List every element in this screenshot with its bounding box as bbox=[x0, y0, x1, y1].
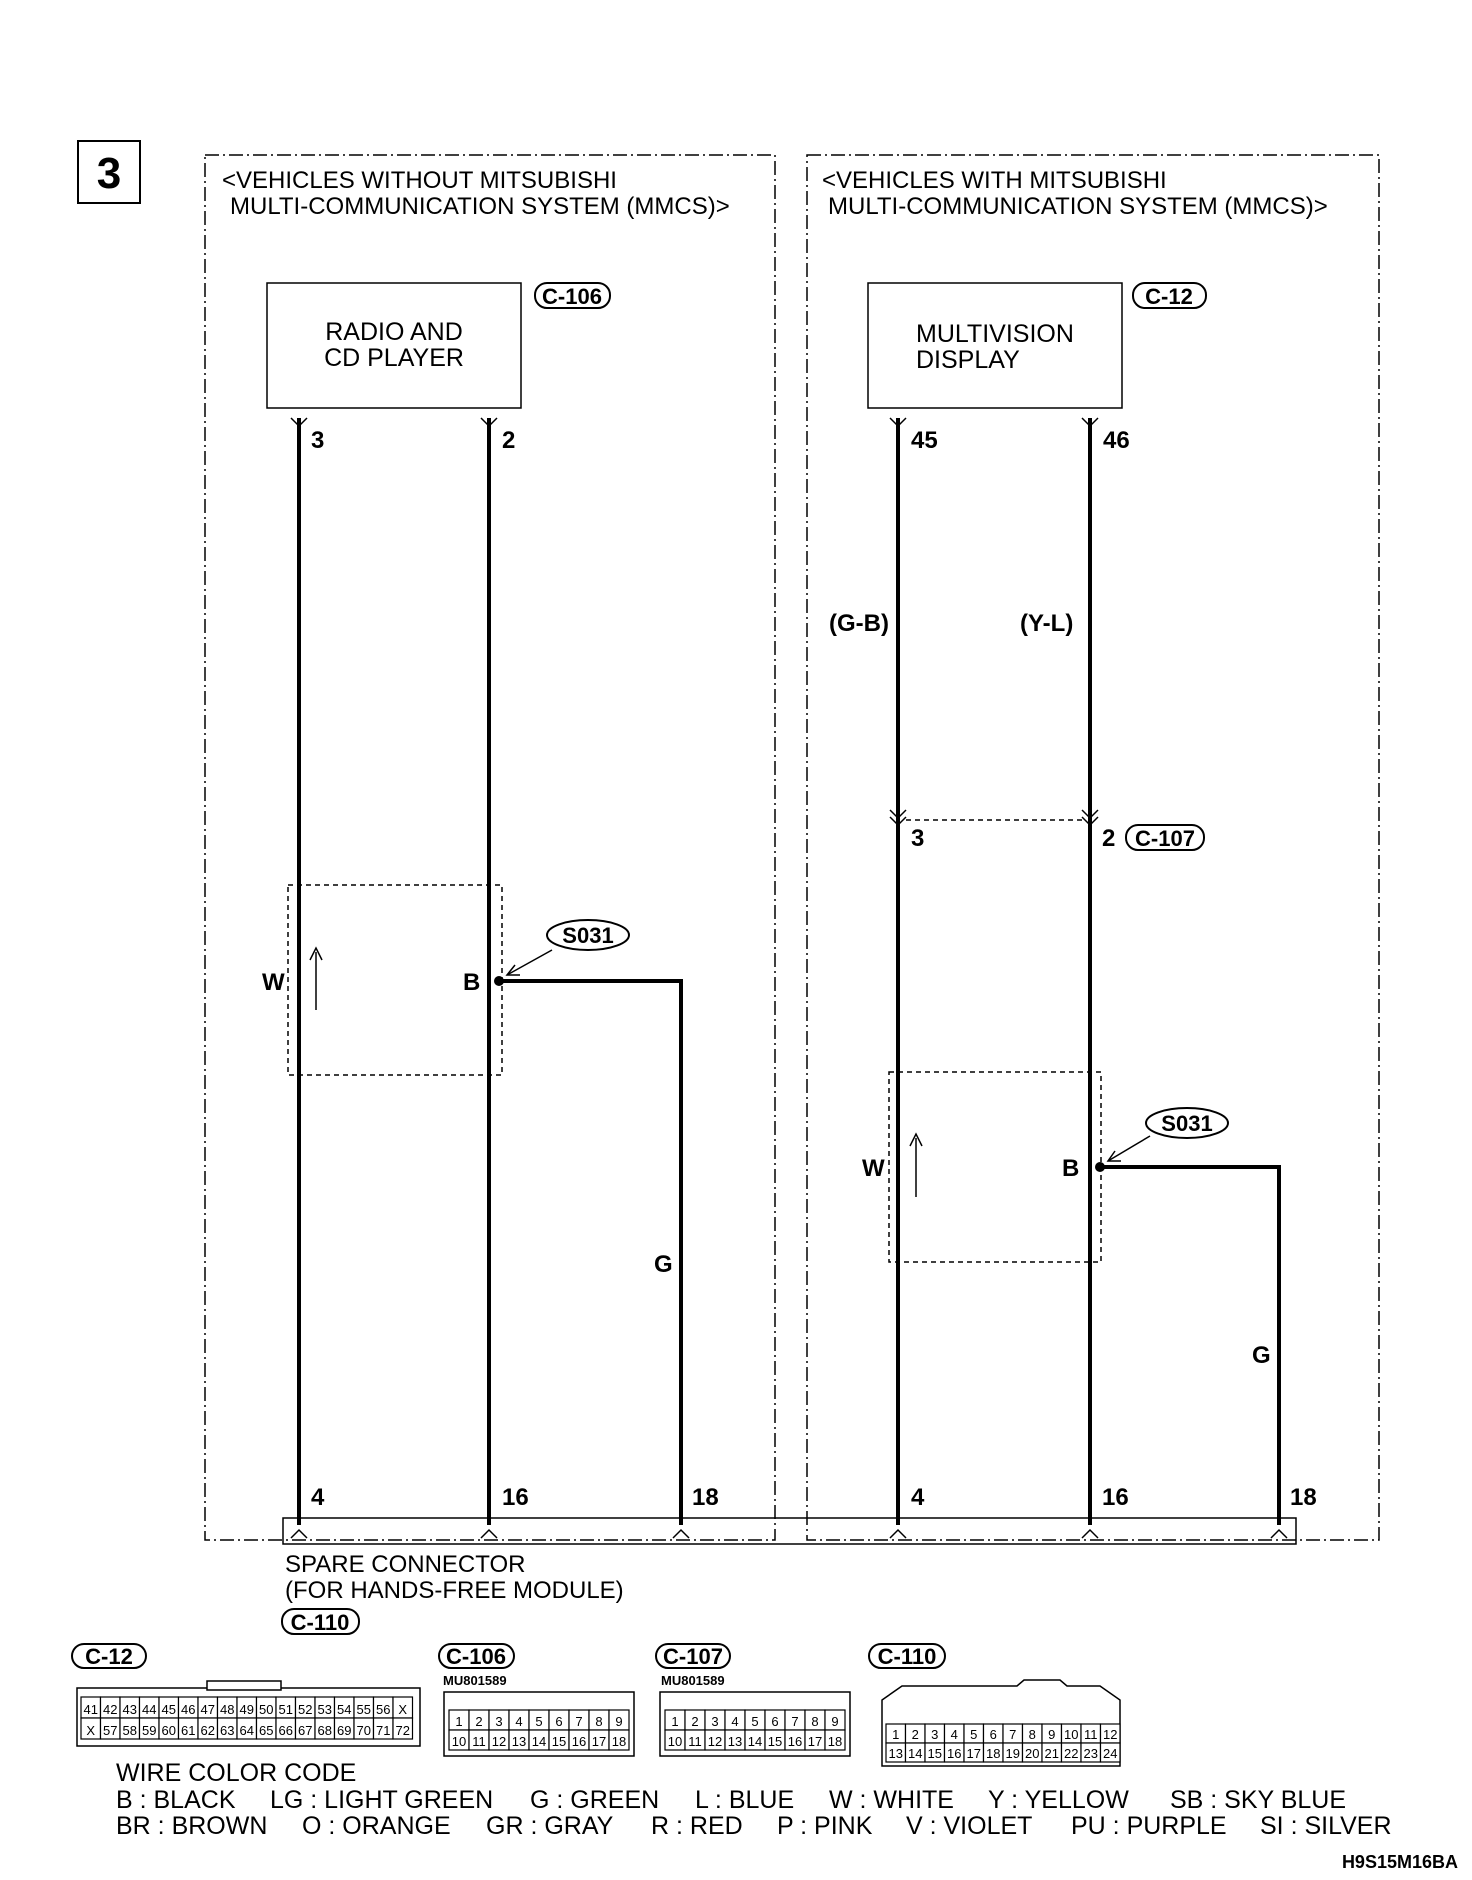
left-wire-label-b: B bbox=[463, 969, 481, 996]
multivision-label-line1: MULTIVISION bbox=[916, 320, 1074, 348]
c106-cavity-number: 2 bbox=[475, 1714, 483, 1729]
c12-cavity-number: 66 bbox=[278, 1723, 293, 1738]
spare-connector-label-line1: SPARE CONNECTOR bbox=[285, 1551, 526, 1578]
svg-text:C-12: C-12 bbox=[85, 1644, 133, 1669]
left-splice-leader bbox=[507, 950, 552, 975]
multivision-label-line2: DISPLAY bbox=[916, 346, 1020, 374]
c12-cavity-number: 72 bbox=[395, 1723, 410, 1738]
svg-text:C-106: C-106 bbox=[542, 284, 602, 309]
multivision-display-component bbox=[868, 283, 1122, 408]
c12-cavity-number: 43 bbox=[122, 1702, 137, 1717]
c110-cavity-number: 20 bbox=[1025, 1746, 1040, 1761]
c107-cavity-number: 2 bbox=[691, 1714, 699, 1729]
svg-text:LG : LIGHT GREEN: LG : LIGHT GREEN bbox=[270, 1786, 494, 1814]
connector-tag-c106 bbox=[535, 283, 610, 309]
c110-cavity-number: 11 bbox=[1084, 1727, 1098, 1742]
svg-text:C-107: C-107 bbox=[663, 1644, 723, 1669]
c12-cavity-number: 57 bbox=[103, 1723, 118, 1738]
svg-text:R : RED: R : RED bbox=[651, 1812, 743, 1840]
svg-text:O : ORANGE: O : ORANGE bbox=[302, 1812, 451, 1840]
svg-text:B : BLACK: B : BLACK bbox=[116, 1786, 236, 1814]
c12-cavity-number: 62 bbox=[200, 1723, 215, 1738]
c110-cavity-number: 19 bbox=[1005, 1746, 1020, 1761]
c110-cavity-number: 17 bbox=[966, 1746, 981, 1761]
c106-cavity-number: 15 bbox=[551, 1734, 567, 1749]
left-wire-label-g: G bbox=[654, 1251, 673, 1278]
c12-cavity-number: 54 bbox=[337, 1702, 352, 1717]
right-panel-header-line1: <VEHICLES WITH MITSUBISHI bbox=[822, 167, 1167, 194]
right-splice-leader-arrow bbox=[1108, 1151, 1121, 1161]
c106-cavity-number: 16 bbox=[571, 1734, 587, 1749]
c110-cavity-number: 4 bbox=[950, 1727, 958, 1742]
c12-cavity-number: 61 bbox=[181, 1723, 196, 1738]
connector-tag-c110-spare bbox=[282, 1609, 359, 1635]
c110-cavity-number: 12 bbox=[1103, 1727, 1118, 1742]
c12-cavity-number: 65 bbox=[259, 1723, 274, 1738]
svg-text:C-110: C-110 bbox=[290, 1610, 350, 1635]
left-top-pin-2: 2 bbox=[502, 427, 516, 454]
left-splice-tag bbox=[547, 920, 629, 950]
c106-cavity-number: 14 bbox=[531, 1734, 547, 1749]
c12-cavity-number: X bbox=[86, 1723, 96, 1738]
connector-tag-c110-face bbox=[869, 1644, 945, 1669]
right-top-pin-46: 46 bbox=[1103, 427, 1130, 454]
spare-connector-terminals bbox=[291, 1530, 1287, 1538]
diagram-code: H9S15M16BA bbox=[1341, 1852, 1458, 1872]
c12-cavity-number: 59 bbox=[142, 1723, 157, 1738]
svg-text:C-110: C-110 bbox=[877, 1644, 937, 1669]
c110-cavity-number: 24 bbox=[1103, 1746, 1118, 1761]
right-wire-label-g: G bbox=[1252, 1342, 1271, 1369]
c12-cavity-number: 46 bbox=[181, 1702, 196, 1717]
c12-cavity-number: 60 bbox=[161, 1723, 176, 1738]
c106-cavity-number: 18 bbox=[611, 1734, 627, 1749]
right-wire-label-b: B bbox=[1062, 1155, 1080, 1182]
c106-cavity-number: 11 bbox=[472, 1734, 486, 1749]
section-number: 3 bbox=[96, 149, 122, 198]
c12-connector-face bbox=[77, 1681, 420, 1746]
c12-cavity-number: 71 bbox=[376, 1723, 391, 1738]
left-wire-label-w: W bbox=[262, 969, 285, 996]
c110-cavity-number: 8 bbox=[1028, 1727, 1036, 1742]
radio-label-line1: RADIO AND bbox=[325, 318, 463, 346]
c110-cavity-number: 18 bbox=[986, 1746, 1001, 1761]
svg-text:L : BLUE: L : BLUE bbox=[695, 1786, 795, 1814]
c12-cavity-number: 56 bbox=[376, 1702, 391, 1717]
svg-text:C-106: C-106 bbox=[446, 1644, 506, 1669]
c12-cavity-number: 44 bbox=[142, 1702, 157, 1717]
connector-tag-c106-face bbox=[439, 1644, 514, 1669]
c106-cavity-number: 12 bbox=[491, 1734, 507, 1749]
wire-color-code-row2 bbox=[116, 1812, 1392, 1840]
c12-cavity-number: 41 bbox=[83, 1702, 98, 1717]
left-top-pin-3: 3 bbox=[311, 427, 325, 454]
c110-cavity-number: 13 bbox=[888, 1746, 903, 1761]
right-splice-dot bbox=[1095, 1162, 1105, 1172]
left-bottom-pin-16: 16 bbox=[502, 1484, 529, 1511]
c12-cavity-number: 50 bbox=[259, 1702, 274, 1717]
c12-cavity-number: 69 bbox=[337, 1723, 352, 1738]
svg-text:Y : YELLOW: Y : YELLOW bbox=[988, 1786, 1129, 1814]
section-number-box bbox=[78, 141, 140, 203]
c110-connector-face bbox=[882, 1680, 1120, 1766]
c12-cavity-number: 58 bbox=[122, 1723, 137, 1738]
c107-cavity-number: 15 bbox=[767, 1734, 783, 1749]
c12-cavity-number: 53 bbox=[317, 1702, 332, 1717]
c107-part-number: MU801589 bbox=[661, 1673, 725, 1688]
c110-cavity-number: 1 bbox=[892, 1727, 900, 1742]
radio-label-line2: CD PLAYER bbox=[324, 344, 464, 372]
c12-cavity-number: 55 bbox=[356, 1702, 371, 1717]
right-wire-label-w: W bbox=[862, 1155, 885, 1182]
c12-cavity-number: 52 bbox=[298, 1702, 313, 1717]
c107-cavity-number: 5 bbox=[751, 1714, 759, 1729]
c107-pin-3: 3 bbox=[911, 825, 925, 852]
svg-text:SB : SKY BLUE: SB : SKY BLUE bbox=[1170, 1786, 1347, 1814]
c110-cavity-number: 2 bbox=[911, 1727, 919, 1742]
connector-tag-c12-face bbox=[72, 1644, 146, 1669]
c106-cavity-number: 7 bbox=[575, 1714, 583, 1729]
c110-cavity-number: 9 bbox=[1048, 1727, 1056, 1742]
svg-text:V : VIOLET: V : VIOLET bbox=[906, 1812, 1033, 1840]
c12-cavity-number: 49 bbox=[239, 1702, 254, 1717]
c106-cavity-number: 3 bbox=[495, 1714, 503, 1729]
left-bottom-pin-4: 4 bbox=[311, 1484, 325, 1511]
svg-text:PU : PURPLE: PU : PURPLE bbox=[1071, 1812, 1227, 1840]
c12-cavity-number: 67 bbox=[298, 1723, 313, 1738]
left-bottom-pin-18: 18 bbox=[692, 1484, 719, 1511]
wire-color-code-title: WIRE COLOR CODE bbox=[116, 1759, 357, 1787]
c12-cavity-number: 70 bbox=[356, 1723, 371, 1738]
c106-cavity-number: 1 bbox=[455, 1714, 463, 1729]
c12-cavity-number: X bbox=[398, 1702, 408, 1717]
c107-cavity-number: 12 bbox=[707, 1734, 723, 1749]
c106-connector-face bbox=[444, 1692, 634, 1756]
c110-cavity-number: 6 bbox=[989, 1727, 997, 1742]
c107-connector-face bbox=[660, 1692, 850, 1756]
svg-text:BR : BROWN: BR : BROWN bbox=[116, 1812, 268, 1840]
c12-cavity-number: 68 bbox=[317, 1723, 332, 1738]
c107-cavity-number: 4 bbox=[731, 1714, 739, 1729]
c110-cavity-number: 14 bbox=[908, 1746, 923, 1761]
c106-cavity-number: 9 bbox=[615, 1714, 623, 1729]
c110-cavity-number: 21 bbox=[1044, 1746, 1059, 1761]
c110-cavity-number: 10 bbox=[1064, 1727, 1079, 1742]
c12-cavity-number: 63 bbox=[220, 1723, 235, 1738]
c12-cavity-number: 42 bbox=[103, 1702, 118, 1717]
c110-cavity-number: 3 bbox=[931, 1727, 939, 1742]
svg-text:W : WHITE: W : WHITE bbox=[829, 1786, 954, 1814]
svg-text:S031: S031 bbox=[1161, 1111, 1213, 1136]
svg-text:SI : SILVER: SI : SILVER bbox=[1260, 1812, 1392, 1840]
c106-part-number: MU801589 bbox=[443, 1673, 507, 1688]
right-panel-header-line2: MULTI-COMMUNICATION SYSTEM (MMCS)> bbox=[828, 193, 1328, 220]
right-bottom-pin-16: 16 bbox=[1102, 1484, 1129, 1511]
c107-cavity-number: 11 bbox=[688, 1734, 702, 1749]
c107-cavity-number: 10 bbox=[667, 1734, 683, 1749]
c107-cavity-number: 1 bbox=[671, 1714, 679, 1729]
connector-tag-c107 bbox=[1126, 825, 1204, 851]
c12-cavity-number: 51 bbox=[278, 1702, 293, 1717]
c107-cavity-number: 8 bbox=[811, 1714, 819, 1729]
svg-text:P : PINK: P : PINK bbox=[777, 1812, 873, 1840]
left-splice-leader-arrow bbox=[507, 965, 520, 975]
c107-pin-2: 2 bbox=[1102, 825, 1116, 852]
right-bottom-pin-4: 4 bbox=[911, 1484, 925, 1511]
c110-cavity-number: 22 bbox=[1064, 1746, 1079, 1761]
left-panel-header-line1: <VEHICLES WITHOUT MITSUBISHI bbox=[222, 167, 617, 194]
c107-cavity-number: 18 bbox=[827, 1734, 843, 1749]
c107-cavity-number: 9 bbox=[831, 1714, 839, 1729]
radio-cd-player-component bbox=[267, 283, 521, 408]
connector-tag-c12 bbox=[1133, 283, 1206, 309]
right-bottom-pin-18: 18 bbox=[1290, 1484, 1317, 1511]
c110-cavity-number: 5 bbox=[970, 1727, 978, 1742]
svg-text:C-12: C-12 bbox=[1145, 284, 1193, 309]
c106-cavity-number: 6 bbox=[555, 1714, 563, 1729]
c106-cavity-number: 5 bbox=[535, 1714, 543, 1729]
c107-cavity-number: 17 bbox=[807, 1734, 823, 1749]
c12-cavity-number: 47 bbox=[200, 1702, 215, 1717]
c12-cavity-number: 45 bbox=[161, 1702, 176, 1717]
c110-cavity-number: 23 bbox=[1083, 1746, 1098, 1761]
svg-text:C-107: C-107 bbox=[1135, 826, 1195, 851]
right-splice-tag bbox=[1146, 1108, 1228, 1138]
svg-text:GR : GRAY: GR : GRAY bbox=[486, 1812, 614, 1840]
c107-cavity-number: 14 bbox=[747, 1734, 763, 1749]
c107-cavity-number: 3 bbox=[711, 1714, 719, 1729]
c107-cavity-number: 13 bbox=[727, 1734, 743, 1749]
connector-tag-c107-face bbox=[656, 1644, 730, 1669]
wire-color-code-row1 bbox=[116, 1786, 1346, 1814]
right-wire-label-yl: (Y-L) bbox=[1020, 610, 1074, 637]
right-top-pin-45: 45 bbox=[911, 427, 938, 454]
svg-text:S031: S031 bbox=[562, 923, 614, 948]
c12-cavity-number: 48 bbox=[220, 1702, 235, 1717]
c107-cavity-number: 16 bbox=[787, 1734, 803, 1749]
c12-cavity-number: 64 bbox=[239, 1723, 254, 1738]
c110-cavity-number: 16 bbox=[947, 1746, 962, 1761]
right-wire-label-gb: (G-B) bbox=[829, 610, 889, 637]
svg-text:G : GREEN: G : GREEN bbox=[530, 1786, 660, 1814]
c106-cavity-number: 17 bbox=[591, 1734, 607, 1749]
c106-cavity-number: 4 bbox=[515, 1714, 523, 1729]
c107-cavity-number: 6 bbox=[771, 1714, 779, 1729]
c106-cavity-number: 10 bbox=[451, 1734, 467, 1749]
c110-cavity-number: 7 bbox=[1009, 1727, 1017, 1742]
right-splice-leader bbox=[1108, 1136, 1150, 1161]
left-panel-header-line2: MULTI-COMMUNICATION SYSTEM (MMCS)> bbox=[230, 193, 730, 220]
spare-connector-label-line2: (FOR HANDS-FREE MODULE) bbox=[285, 1577, 624, 1604]
c110-cavity-number: 15 bbox=[927, 1746, 942, 1761]
c106-cavity-number: 13 bbox=[511, 1734, 527, 1749]
c107-cavity-number: 7 bbox=[791, 1714, 799, 1729]
c106-cavity-number: 8 bbox=[595, 1714, 603, 1729]
left-splice-dot bbox=[494, 976, 504, 986]
